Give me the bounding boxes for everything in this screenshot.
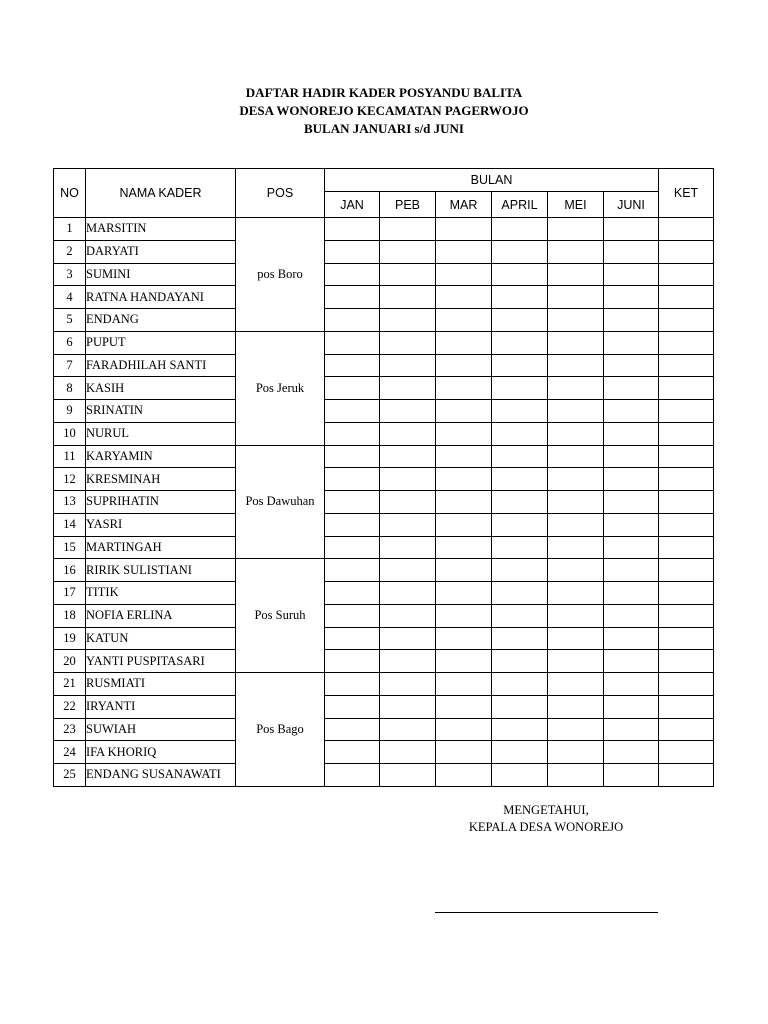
kader-name: RIRIK SULISTIANI <box>86 559 236 582</box>
kader-name: MARSITIN <box>86 218 236 241</box>
table-header <box>54 169 714 218</box>
attendance-cell-peb <box>380 559 436 582</box>
row-number: 19 <box>54 627 86 650</box>
ket-cell <box>659 764 714 787</box>
pos-name: Pos Jeruk <box>236 331 325 445</box>
attendance-cell-peb <box>380 764 436 787</box>
kader-name: NOFIA ERLINA <box>86 604 236 627</box>
attendance-cell-mei <box>548 354 604 377</box>
row-number: 4 <box>54 286 86 309</box>
pos-name: Pos Bago <box>236 673 325 787</box>
title-line-1: DAFTAR HADIR KADER POSYANDU BALITA <box>245 85 523 100</box>
ket-cell <box>659 491 714 514</box>
attendance-cell-mar <box>436 286 492 309</box>
attendance-cell-mar <box>436 354 492 377</box>
kader-name: FARADHILAH SANTI <box>86 354 236 377</box>
attendance-cell-mei <box>548 650 604 673</box>
attendance-cell-april <box>492 422 548 445</box>
table-row <box>54 582 714 605</box>
attendance-cell-jan <box>325 331 380 354</box>
attendance-cell-jan <box>325 695 380 718</box>
kader-name: YASRI <box>86 513 236 536</box>
attendance-cell-juni <box>604 468 659 491</box>
kader-name: NURUL <box>86 422 236 445</box>
attendance-cell-juni <box>604 422 659 445</box>
attendance-cell-jan <box>325 673 380 696</box>
attendance-cell-juni <box>604 718 659 741</box>
attendance-cell-april <box>492 377 548 400</box>
header-no: NO <box>54 169 86 218</box>
attendance-cell-mei <box>548 627 604 650</box>
pos-name: Pos Suruh <box>236 559 325 673</box>
attendance-cell-mei <box>548 240 604 263</box>
attendance-cell-mei <box>548 331 604 354</box>
table-row <box>54 240 714 263</box>
ket-cell <box>659 309 714 332</box>
attendance-cell-jan <box>325 286 380 309</box>
attendance-cell-jan <box>325 400 380 423</box>
attendance-cell-juni <box>604 491 659 514</box>
attendance-cell-mei <box>548 422 604 445</box>
signature-line-1: MENGETAHUI, <box>503 803 589 817</box>
kader-name: SUWIAH <box>86 718 236 741</box>
attendance-cell-april <box>492 263 548 286</box>
row-number: 2 <box>54 240 86 263</box>
attendance-cell-mar <box>436 559 492 582</box>
attendance-cell-april <box>492 491 548 514</box>
kader-name: KATUN <box>86 627 236 650</box>
attendance-cell-april <box>492 673 548 696</box>
ket-cell <box>659 536 714 559</box>
attendance-cell-mei <box>548 513 604 536</box>
row-number: 7 <box>54 354 86 377</box>
signature-line-2: KEPALA DESA WONOREJO <box>468 820 624 834</box>
attendance-cell-mei <box>548 559 604 582</box>
header-month-jan: JAN <box>325 192 380 218</box>
attendance-cell-mei <box>548 695 604 718</box>
table-row <box>54 422 714 445</box>
row-number: 23 <box>54 718 86 741</box>
attendance-cell-mei <box>548 764 604 787</box>
attendance-cell-april <box>492 627 548 650</box>
attendance-cell-jan <box>325 582 380 605</box>
row-number: 25 <box>54 764 86 787</box>
table-row <box>54 286 714 309</box>
row-number: 24 <box>54 741 86 764</box>
attendance-cell-april <box>492 286 548 309</box>
attendance-cell-peb <box>380 377 436 400</box>
row-number: 22 <box>54 695 86 718</box>
attendance-cell-peb <box>380 513 436 536</box>
attendance-cell-peb <box>380 286 436 309</box>
kader-name: ENDANG <box>86 309 236 332</box>
row-number: 21 <box>54 673 86 696</box>
attendance-cell-april <box>492 331 548 354</box>
kader-name: RUSMIATI <box>86 673 236 696</box>
attendance-cell-peb <box>380 604 436 627</box>
attendance-cell-mei <box>548 491 604 514</box>
table-row <box>54 331 714 354</box>
attendance-cell-peb <box>380 741 436 764</box>
attendance-cell-juni <box>604 764 659 787</box>
attendance-cell-juni <box>604 513 659 536</box>
ket-cell <box>659 354 714 377</box>
attendance-cell-peb <box>380 331 436 354</box>
attendance-cell-jan <box>325 218 380 241</box>
table-row <box>54 354 714 377</box>
attendance-cell-mei <box>548 218 604 241</box>
attendance-cell-juni <box>604 400 659 423</box>
ket-cell <box>659 468 714 491</box>
attendance-cell-april <box>492 536 548 559</box>
pos-name: pos Boro <box>236 218 325 332</box>
ket-cell <box>659 627 714 650</box>
header-nama-kader: NAMA KADER <box>86 169 236 218</box>
attendance-cell-april <box>492 718 548 741</box>
attendance-cell-peb <box>380 718 436 741</box>
attendance-cell-mar <box>436 491 492 514</box>
row-number: 20 <box>54 650 86 673</box>
kader-name: TITIK <box>86 582 236 605</box>
attendance-cell-april <box>492 513 548 536</box>
ket-cell <box>659 218 714 241</box>
ket-cell <box>659 445 714 468</box>
pos-name: Pos Dawuhan <box>236 445 325 559</box>
attendance-cell-juni <box>604 627 659 650</box>
attendance-cell-mar <box>436 422 492 445</box>
header-month-april: APRIL <box>492 192 548 218</box>
attendance-cell-peb <box>380 354 436 377</box>
attendance-cell-april <box>492 218 548 241</box>
table-row <box>54 468 714 491</box>
attendance-cell-mei <box>548 582 604 605</box>
attendance-cell-mar <box>436 240 492 263</box>
row-number: 6 <box>54 331 86 354</box>
attendance-cell-juni <box>604 286 659 309</box>
attendance-cell-juni <box>604 604 659 627</box>
ket-cell <box>659 331 714 354</box>
attendance-cell-april <box>492 764 548 787</box>
ket-cell <box>659 718 714 741</box>
ket-cell <box>659 240 714 263</box>
ket-cell <box>659 513 714 536</box>
attendance-cell-jan <box>325 650 380 673</box>
kader-name: PUPUT <box>86 331 236 354</box>
attendance-table <box>53 168 714 787</box>
table-row <box>54 377 714 400</box>
attendance-cell-juni <box>604 673 659 696</box>
header-ket: KET <box>659 169 714 218</box>
row-number: 3 <box>54 263 86 286</box>
attendance-cell-juni <box>604 445 659 468</box>
attendance-cell-mar <box>436 513 492 536</box>
attendance-cell-mar <box>436 627 492 650</box>
row-number: 12 <box>54 468 86 491</box>
kader-name: RATNA HANDAYANI <box>86 286 236 309</box>
row-number: 13 <box>54 491 86 514</box>
attendance-cell-mar <box>436 218 492 241</box>
signature-block <box>416 802 676 836</box>
attendance-cell-mar <box>436 309 492 332</box>
row-number: 14 <box>54 513 86 536</box>
header-month-mar: MAR <box>436 192 492 218</box>
attendance-cell-jan <box>325 377 380 400</box>
attendance-cell-mar <box>436 764 492 787</box>
table-body <box>54 218 714 787</box>
attendance-cell-peb <box>380 263 436 286</box>
attendance-cell-mei <box>548 673 604 696</box>
row-number: 5 <box>54 309 86 332</box>
row-number: 1 <box>54 218 86 241</box>
attendance-cell-mei <box>548 536 604 559</box>
ket-cell <box>659 263 714 286</box>
attendance-cell-april <box>492 741 548 764</box>
ket-cell <box>659 559 714 582</box>
table-row <box>54 764 714 787</box>
attendance-cell-peb <box>380 240 436 263</box>
attendance-cell-jan <box>325 354 380 377</box>
attendance-cell-jan <box>325 309 380 332</box>
attendance-cell-peb <box>380 582 436 605</box>
table-row <box>54 263 714 286</box>
header-month-juni: JUNI <box>604 192 659 218</box>
attendance-cell-mar <box>436 741 492 764</box>
ket-cell <box>659 604 714 627</box>
kader-name: SUMINI <box>86 263 236 286</box>
ket-cell <box>659 377 714 400</box>
attendance-cell-april <box>492 400 548 423</box>
kader-name: DARYATI <box>86 240 236 263</box>
kader-name: MARTINGAH <box>86 536 236 559</box>
header-bulan: BULAN <box>325 169 659 192</box>
attendance-cell-peb <box>380 218 436 241</box>
ket-cell <box>659 582 714 605</box>
attendance-cell-mar <box>436 673 492 696</box>
header-month-mei: MEI <box>548 192 604 218</box>
attendance-cell-april <box>492 559 548 582</box>
attendance-cell-mei <box>548 718 604 741</box>
table-row <box>54 673 714 696</box>
kader-name: YANTI PUSPITASARI <box>86 650 236 673</box>
attendance-cell-mar <box>436 650 492 673</box>
attendance-cell-jan <box>325 513 380 536</box>
attendance-cell-jan <box>325 491 380 514</box>
attendance-cell-peb <box>380 468 436 491</box>
attendance-cell-mei <box>548 263 604 286</box>
table-row <box>54 513 714 536</box>
ket-cell <box>659 673 714 696</box>
attendance-cell-peb <box>380 491 436 514</box>
attendance-cell-jan <box>325 718 380 741</box>
attendance-cell-juni <box>604 741 659 764</box>
attendance-cell-mar <box>436 604 492 627</box>
kader-name: SUPRIHATIN <box>86 491 236 514</box>
attendance-cell-mar <box>436 377 492 400</box>
attendance-cell-jan <box>325 445 380 468</box>
table-row <box>54 445 714 468</box>
attendance-cell-juni <box>604 695 659 718</box>
ket-cell <box>659 650 714 673</box>
attendance-cell-peb <box>380 650 436 673</box>
attendance-cell-peb <box>380 445 436 468</box>
attendance-cell-mar <box>436 400 492 423</box>
ket-cell <box>659 741 714 764</box>
attendance-cell-juni <box>604 582 659 605</box>
attendance-cell-juni <box>604 309 659 332</box>
attendance-cell-peb <box>380 673 436 696</box>
kader-name: IFA KHORIQ <box>86 741 236 764</box>
row-number: 8 <box>54 377 86 400</box>
attendance-cell-juni <box>604 263 659 286</box>
attendance-cell-jan <box>325 627 380 650</box>
attendance-cell-juni <box>604 354 659 377</box>
table-row <box>54 604 714 627</box>
row-number: 9 <box>54 400 86 423</box>
row-number: 10 <box>54 422 86 445</box>
attendance-cell-peb <box>380 309 436 332</box>
attendance-cell-peb <box>380 400 436 423</box>
kader-name: KARYAMIN <box>86 445 236 468</box>
attendance-cell-mar <box>436 582 492 605</box>
attendance-cell-mei <box>548 468 604 491</box>
attendance-cell-peb <box>380 536 436 559</box>
attendance-cell-mei <box>548 286 604 309</box>
title-line-3: BULAN JANUARI s/d JUNI <box>304 121 464 136</box>
table-row <box>54 718 714 741</box>
attendance-cell-april <box>492 445 548 468</box>
table-row <box>54 400 714 423</box>
attendance-cell-juni <box>604 240 659 263</box>
ket-cell <box>659 286 714 309</box>
attendance-cell-april <box>492 695 548 718</box>
attendance-cell-juni <box>604 331 659 354</box>
attendance-cell-mei <box>548 377 604 400</box>
attendance-cell-jan <box>325 536 380 559</box>
attendance-cell-juni <box>604 559 659 582</box>
table-row <box>54 536 714 559</box>
attendance-cell-mar <box>436 718 492 741</box>
attendance-cell-mar <box>436 445 492 468</box>
kader-name: IRYANTI <box>86 695 236 718</box>
table-row <box>54 695 714 718</box>
attendance-cell-peb <box>380 695 436 718</box>
attendance-cell-jan <box>325 559 380 582</box>
attendance-cell-jan <box>325 240 380 263</box>
attendance-cell-april <box>492 309 548 332</box>
attendance-cell-peb <box>380 422 436 445</box>
table-row <box>54 650 714 673</box>
attendance-cell-juni <box>604 536 659 559</box>
document-title <box>0 84 768 138</box>
attendance-cell-april <box>492 468 548 491</box>
header-month-peb: PEB <box>380 192 436 218</box>
row-number: 15 <box>54 536 86 559</box>
header-pos: POS <box>236 169 325 218</box>
attendance-cell-jan <box>325 468 380 491</box>
attendance-cell-jan <box>325 604 380 627</box>
kader-name: KASIH <box>86 377 236 400</box>
attendance-cell-jan <box>325 764 380 787</box>
attendance-cell-mei <box>548 741 604 764</box>
ket-cell <box>659 400 714 423</box>
attendance-cell-mar <box>436 468 492 491</box>
attendance-cell-mei <box>548 604 604 627</box>
attendance-cell-jan <box>325 741 380 764</box>
attendance-cell-mar <box>436 536 492 559</box>
kader-name: SRINATIN <box>86 400 236 423</box>
attendance-cell-mei <box>548 445 604 468</box>
ket-cell <box>659 422 714 445</box>
attendance-cell-jan <box>325 422 380 445</box>
signature-line <box>435 912 658 913</box>
row-number: 11 <box>54 445 86 468</box>
table-row <box>54 491 714 514</box>
attendance-cell-april <box>492 582 548 605</box>
attendance-cell-mar <box>436 263 492 286</box>
table-row <box>54 218 714 241</box>
attendance-cell-jan <box>325 263 380 286</box>
row-number: 18 <box>54 604 86 627</box>
attendance-cell-mar <box>436 695 492 718</box>
attendance-cell-peb <box>380 627 436 650</box>
attendance-cell-juni <box>604 218 659 241</box>
attendance-cell-juni <box>604 650 659 673</box>
row-number: 17 <box>54 582 86 605</box>
row-number: 16 <box>54 559 86 582</box>
attendance-cell-april <box>492 604 548 627</box>
ket-cell <box>659 695 714 718</box>
table-row <box>54 627 714 650</box>
title-line-2: DESA WONOREJO KECAMATAN PAGERWOJO <box>239 103 529 118</box>
attendance-cell-april <box>492 650 548 673</box>
attendance-cell-mei <box>548 309 604 332</box>
table-row <box>54 559 714 582</box>
attendance-cell-april <box>492 354 548 377</box>
kader-name: ENDANG SUSANAWATI <box>86 764 236 787</box>
attendance-cell-mar <box>436 331 492 354</box>
table-row <box>54 741 714 764</box>
attendance-cell-mei <box>548 400 604 423</box>
attendance-cell-juni <box>604 377 659 400</box>
table-row <box>54 309 714 332</box>
attendance-cell-april <box>492 240 548 263</box>
kader-name: KRESMINAH <box>86 468 236 491</box>
